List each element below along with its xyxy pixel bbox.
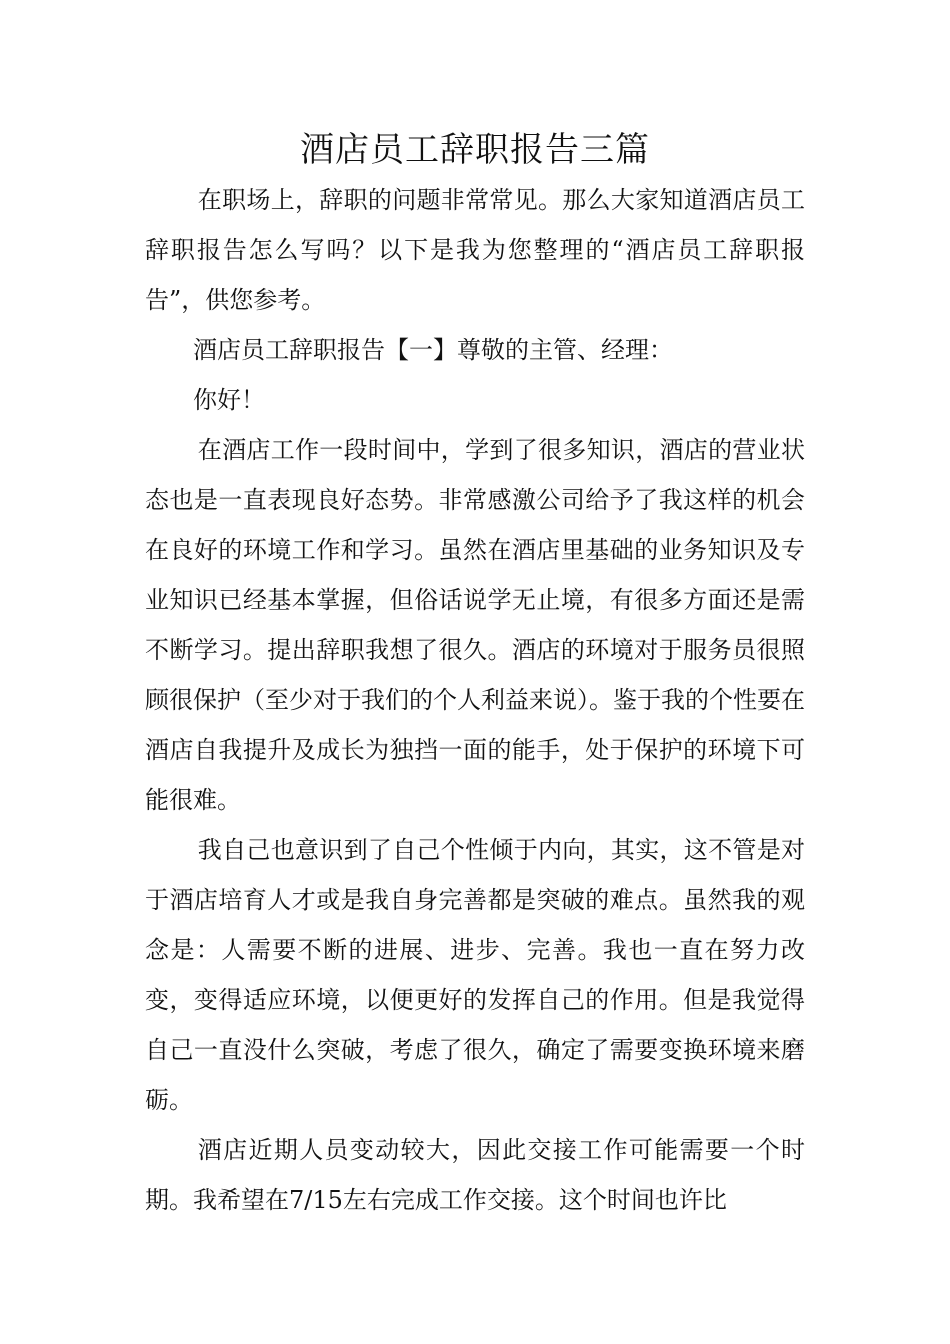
paragraph-greeting: 你好！ bbox=[193, 386, 265, 414]
paragraph-salutation: 酒店员工辞职报告【一】尊敬的主管、经理： bbox=[193, 336, 673, 364]
document-title: 酒店员工辞职报告三篇 bbox=[300, 130, 650, 170]
document-body bbox=[145, 175, 805, 1225]
paragraph-body-2: 我自己也意识到了自己个性倾于内向，其实，这不管是对于酒店培育人才或是我自身完善都是突破的难点。虽然我的观念是：人需要不断的进展、进步、完善。我也一直在努力改变，变得适应环境，以便更好的发挥自己的作用。但是我觉得自己一直没什么突破，考虑了很久，确定了需要变换环境来磨砺。 bbox=[145, 836, 805, 1114]
paragraph-intro: 在职场上，辞职的问题非常常见。那么大家知道酒店员工辞职报告怎么写吗？以下是我为您整理的“酒店员工辞职报告”，供您参考。 bbox=[145, 186, 805, 314]
paragraph-body-3: 酒店近期人员变动较大，因此交接工作可能需要一个时期。我希望在7/15左右完成工作交接。这个时间也许比 bbox=[145, 1136, 805, 1214]
paragraph-body-1: 在酒店工作一段时间中，学到了很多知识，酒店的营业状态也是一直表现良好态势。非常感激公司给予了我这样的机会在良好的环境工作和学习。虽然在酒店里基础的业务知识及专业知识已经基本掌握，但俗话说学无止境，有很多方面还是需不断学习。提出辞职我想了很久。酒店的环境对于服务员很照顾很保护（至少对于我们的个人利益来说）。鉴于我的个性要在酒店自我提升及成长为独挡一面的能手，处于保护的环境下可能很难。 bbox=[145, 436, 805, 814]
